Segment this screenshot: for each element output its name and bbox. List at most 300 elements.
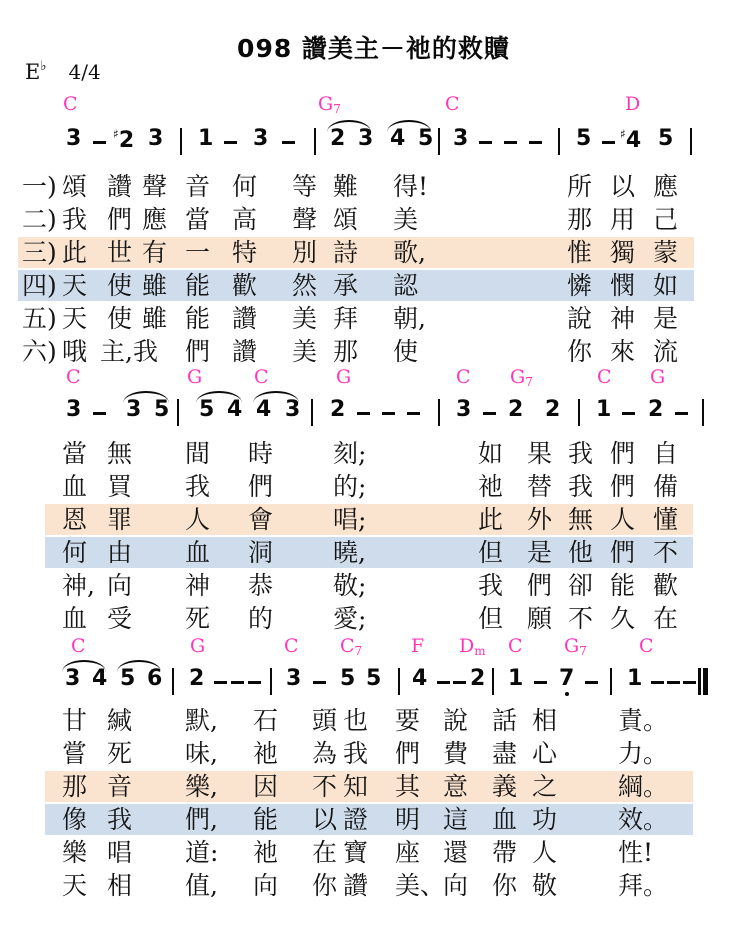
lyric-char: 們 bbox=[610, 538, 636, 567]
note-digit bbox=[92, 668, 107, 690]
lyric-char: 緘 bbox=[107, 706, 133, 735]
lyric-char: 卻 bbox=[568, 571, 594, 600]
lyric-char: 樂 bbox=[62, 838, 88, 867]
chord-root: G bbox=[564, 635, 580, 657]
lyric-char: 憐 bbox=[567, 271, 593, 300]
lyric-char: 但 bbox=[478, 604, 504, 633]
lyric-char: 那 bbox=[567, 205, 593, 234]
lyric-char: 讚 bbox=[232, 337, 258, 366]
final-barline bbox=[698, 668, 708, 695]
lyric-char: 惟 bbox=[567, 238, 593, 267]
chord-label bbox=[187, 366, 202, 388]
note-value: 1 bbox=[627, 666, 643, 691]
note-value: 4 bbox=[256, 397, 272, 422]
duration-dash bbox=[93, 141, 106, 144]
lyric-char: 頌 bbox=[62, 172, 88, 201]
lyric-char: 聲 bbox=[292, 205, 318, 234]
chord-row bbox=[0, 366, 747, 390]
duration-dash bbox=[382, 412, 395, 415]
lyric-char: 音 bbox=[185, 172, 211, 201]
chord-label bbox=[510, 366, 533, 389]
lyric-char: 證 bbox=[343, 805, 369, 834]
lyric-row bbox=[0, 569, 747, 602]
lyric-char: 們 bbox=[107, 205, 133, 234]
lyric-char: 讚 bbox=[232, 304, 258, 333]
notation-row bbox=[0, 661, 747, 699]
note-value: 2 bbox=[648, 397, 664, 422]
lyric-char: 流 bbox=[653, 337, 679, 366]
note-value: 3 bbox=[66, 126, 82, 151]
lyric-char: 別 bbox=[292, 238, 318, 267]
lyric-char: 天 bbox=[62, 271, 88, 300]
chord-root: G bbox=[650, 366, 666, 388]
lyric-char: 有 bbox=[142, 238, 168, 267]
lyric-char: 死 bbox=[185, 604, 211, 633]
note-digit bbox=[620, 128, 641, 152]
lyric-char: 祂 bbox=[478, 472, 504, 501]
duration-dash bbox=[357, 412, 370, 415]
lyric-char: 高 bbox=[232, 205, 258, 234]
notation-row bbox=[0, 392, 747, 430]
lyric-char: 能 bbox=[610, 571, 636, 600]
sharp-icon: ♯ bbox=[113, 127, 119, 141]
lyric-row bbox=[0, 869, 747, 902]
lyric-char: 懂 bbox=[653, 505, 679, 534]
lyric-char: 道: bbox=[185, 838, 219, 867]
note-digit bbox=[330, 399, 345, 421]
barline bbox=[610, 668, 612, 695]
note-value: 3 bbox=[148, 126, 164, 151]
chord-root: D bbox=[625, 93, 641, 115]
note-digit bbox=[253, 128, 268, 150]
lyric-char: 二) bbox=[22, 205, 57, 234]
lyric-char: 天 bbox=[62, 871, 88, 900]
note-value: 2 bbox=[118, 128, 135, 153]
lyric-char: 意 bbox=[443, 772, 469, 801]
lyric-char: 們 bbox=[185, 337, 211, 366]
note-value: 5 bbox=[366, 666, 382, 691]
chord-root: C bbox=[63, 93, 78, 115]
highlight-band bbox=[45, 771, 693, 802]
chord-label bbox=[445, 93, 460, 115]
note-digit bbox=[456, 399, 471, 421]
lyric-char: 洞 bbox=[248, 538, 274, 567]
lyric-char: 能 bbox=[185, 304, 211, 333]
note-value: 3 bbox=[286, 666, 302, 691]
chord-label bbox=[66, 366, 81, 388]
chord-row bbox=[0, 93, 747, 117]
lyric-char: 會 bbox=[248, 505, 274, 534]
note-value: 2 bbox=[545, 397, 561, 422]
lyric-char: 以 bbox=[312, 805, 338, 834]
lyric-char: 備 bbox=[653, 472, 679, 501]
lyric-char: 何 bbox=[232, 172, 258, 201]
lyric-char: 們, bbox=[185, 805, 218, 834]
duration-dash bbox=[651, 681, 664, 684]
lyric-char: 我 bbox=[568, 472, 594, 501]
duration-dash bbox=[282, 141, 295, 144]
chord-label bbox=[459, 635, 486, 658]
chord-root: C bbox=[639, 635, 654, 657]
lyric-char: 願 bbox=[527, 604, 553, 633]
lyric-char: 恭 bbox=[248, 571, 274, 600]
chord-label bbox=[318, 93, 341, 116]
lyric-char: 盡 bbox=[492, 739, 518, 768]
lyric-char: 向 bbox=[253, 871, 279, 900]
note-value: 5 bbox=[199, 397, 215, 422]
lyric-char: 雖 bbox=[142, 271, 168, 300]
lyric-char: 詩 bbox=[333, 238, 359, 267]
note-digit bbox=[340, 668, 355, 690]
lyric-char: 血 bbox=[185, 538, 211, 567]
lyric-row bbox=[0, 437, 747, 470]
duration-dash bbox=[453, 681, 466, 684]
lyric-char: 五) bbox=[22, 304, 57, 333]
chord-label bbox=[456, 366, 471, 388]
lyric-char: 座 bbox=[395, 838, 421, 867]
lyric-char: 恩 bbox=[62, 505, 88, 534]
lyric-char: 不 bbox=[653, 538, 679, 567]
barline bbox=[311, 399, 313, 426]
note-digit bbox=[65, 668, 80, 690]
lyric-char: 罪 bbox=[107, 505, 133, 534]
chord-label bbox=[650, 366, 665, 388]
lyric-char: 寶 bbox=[343, 838, 369, 867]
sharp-icon: ♯ bbox=[620, 127, 626, 141]
lyric-char: 樂, bbox=[185, 772, 218, 801]
lyric-char: 哦 bbox=[62, 337, 88, 366]
lyric-char: 難 bbox=[333, 172, 359, 201]
lyric-char: 如 bbox=[478, 439, 504, 468]
lyric-char: 替 bbox=[527, 472, 553, 501]
lyric-char: 神 bbox=[185, 571, 211, 600]
lyric-char: 讚 bbox=[107, 172, 133, 201]
lyric-row bbox=[0, 803, 747, 836]
lyric-row bbox=[0, 503, 747, 536]
lyric-char: 人 bbox=[532, 838, 558, 867]
lyric-row bbox=[0, 836, 747, 869]
lyric-char: 神, bbox=[62, 571, 95, 600]
duration-dash bbox=[407, 412, 420, 415]
chord-root: C bbox=[597, 366, 612, 388]
note-value: 6 bbox=[147, 666, 163, 691]
lyric-char: 嘗 bbox=[62, 739, 88, 768]
lyric-char: 你 bbox=[492, 871, 518, 900]
lyric-char: 甘 bbox=[62, 706, 88, 735]
barline bbox=[177, 399, 179, 426]
lyric-char: 此 bbox=[62, 238, 88, 267]
chord-label bbox=[63, 93, 78, 115]
lyric-char: 死 bbox=[107, 739, 133, 768]
lyric-char: 曉, bbox=[333, 538, 366, 567]
lyric-char: 使 bbox=[107, 304, 133, 333]
chord-root: D bbox=[459, 635, 475, 657]
lyric-char: 這 bbox=[443, 805, 469, 834]
lyric-char: 我 bbox=[568, 439, 594, 468]
chord-row bbox=[0, 635, 747, 659]
chord-root: G bbox=[318, 93, 334, 115]
note-digit bbox=[412, 668, 427, 690]
lyric-char: 帶 bbox=[492, 838, 518, 867]
chord-root: G bbox=[190, 635, 206, 657]
lyric-row bbox=[0, 737, 747, 770]
lyric-char: 能 bbox=[185, 271, 211, 300]
lyric-char: 我 bbox=[478, 571, 504, 600]
lyric-char: 向 bbox=[107, 571, 133, 600]
note-value: 4 bbox=[92, 666, 108, 691]
duration-dash bbox=[602, 141, 615, 144]
note-value: 5 bbox=[418, 126, 434, 151]
note-value: 4 bbox=[625, 128, 642, 153]
chord-suffix: 7 bbox=[333, 102, 341, 116]
lyric-char: 血 bbox=[492, 805, 518, 834]
lyric-char: 歡 bbox=[232, 271, 258, 300]
lyric-char: 美、 bbox=[395, 871, 446, 900]
lyric-char: 在 bbox=[653, 604, 679, 633]
chord-label bbox=[71, 635, 86, 657]
lyric-char: 四) bbox=[22, 271, 57, 300]
duration-dash bbox=[231, 681, 244, 684]
note-value: 2 bbox=[508, 397, 524, 422]
lyric-char: 主, bbox=[100, 337, 133, 366]
note-value: 3 bbox=[66, 397, 82, 422]
lyric-char: 不 bbox=[568, 604, 594, 633]
lyric-char: 們 bbox=[395, 739, 421, 768]
lyric-row bbox=[0, 470, 747, 503]
lyric-char: 那 bbox=[62, 772, 88, 801]
lyric-char: 一 bbox=[185, 238, 211, 267]
lyric-char: 明 bbox=[395, 805, 421, 834]
note-value: 5 bbox=[120, 666, 136, 691]
lyric-char: 們 bbox=[610, 439, 636, 468]
lyric-char: 朝, bbox=[393, 304, 426, 333]
duration-dash bbox=[504, 141, 517, 144]
lyric-row bbox=[0, 602, 747, 635]
chord-suffix: 7 bbox=[579, 644, 587, 658]
time-signature: 4/4 bbox=[68, 60, 101, 84]
note-value: 3 bbox=[126, 397, 142, 422]
lyric-char: 由 bbox=[107, 538, 133, 567]
lyric-char: 使 bbox=[107, 271, 133, 300]
lyric-char: 們 bbox=[248, 472, 274, 501]
lyric-char: 自 bbox=[653, 439, 679, 468]
lyric-char: 敬; bbox=[333, 571, 367, 600]
chord-root: C bbox=[66, 366, 81, 388]
chord-label bbox=[625, 93, 640, 115]
lyric-char: 之 bbox=[532, 772, 558, 801]
lyric-char: 你 bbox=[567, 337, 593, 366]
note-value: 1 bbox=[508, 666, 524, 691]
chord-root: C bbox=[284, 635, 299, 657]
note-digit bbox=[508, 399, 523, 421]
lyric-char: 石 bbox=[253, 706, 279, 735]
lyric-char: 認 bbox=[393, 271, 419, 300]
note-digit bbox=[545, 399, 560, 421]
lyric-char: 聲 bbox=[142, 172, 168, 201]
note-digit bbox=[596, 399, 611, 421]
lyric-char: 唱 bbox=[107, 838, 133, 867]
lyric-char: 因 bbox=[253, 772, 279, 801]
chord-label bbox=[254, 366, 269, 388]
duration-dash bbox=[248, 681, 261, 684]
note-digit bbox=[559, 668, 574, 690]
note-digit bbox=[126, 399, 141, 421]
lyric-char: 為 bbox=[312, 739, 338, 768]
note-digit bbox=[390, 128, 405, 150]
barline bbox=[690, 128, 692, 155]
duration-dash bbox=[214, 681, 227, 684]
lyric-char: 費 bbox=[443, 739, 469, 768]
chord-root: G bbox=[187, 366, 203, 388]
lyric-char: 相 bbox=[107, 871, 133, 900]
chord-root: G bbox=[336, 366, 352, 388]
chord-root: C bbox=[445, 93, 460, 115]
lyric-char: 性! bbox=[618, 838, 654, 867]
lyric-char: 我 bbox=[107, 805, 133, 834]
lyric-char: 間 bbox=[185, 439, 211, 468]
note-digit bbox=[285, 399, 300, 421]
lyric-char: 用 bbox=[610, 205, 636, 234]
note-value: 4 bbox=[412, 666, 428, 691]
lyric-char: 頌 bbox=[333, 205, 359, 234]
barline bbox=[270, 668, 272, 695]
lyric-row bbox=[0, 170, 747, 203]
lyric-char: 如 bbox=[653, 271, 679, 300]
lyric-row bbox=[0, 536, 747, 569]
note-digit bbox=[358, 128, 373, 150]
notation-row bbox=[0, 121, 747, 159]
note-digit bbox=[508, 668, 523, 690]
barline bbox=[172, 668, 174, 695]
barline bbox=[578, 399, 580, 426]
flat-icon: ♭ bbox=[40, 59, 47, 74]
lyric-char: 果 bbox=[527, 439, 553, 468]
lyric-char: 的; bbox=[333, 472, 367, 501]
lyric-char: 雖 bbox=[142, 304, 168, 333]
lyric-char: 責。 bbox=[618, 706, 669, 735]
lyric-char: 相 bbox=[532, 706, 558, 735]
note-digit bbox=[120, 668, 135, 690]
barline bbox=[492, 668, 494, 695]
note-digit bbox=[154, 399, 169, 421]
barline bbox=[558, 128, 560, 155]
chord-label bbox=[411, 635, 424, 657]
lyric-char: 功 bbox=[532, 805, 558, 834]
lyric-char: 六) bbox=[22, 337, 57, 366]
lyric-char: 其 bbox=[395, 772, 421, 801]
lyric-char: 使 bbox=[393, 337, 419, 366]
note-digit bbox=[148, 128, 163, 150]
lyric-char: 說 bbox=[443, 706, 469, 735]
note-digit bbox=[199, 399, 214, 421]
lyric-char: 時 bbox=[248, 439, 274, 468]
lyric-char: 天 bbox=[62, 304, 88, 333]
lyric-char: 們 bbox=[610, 472, 636, 501]
lyric-char: 他 bbox=[568, 538, 594, 567]
note-digit bbox=[113, 128, 134, 152]
lyric-char: 美 bbox=[393, 205, 419, 234]
note-value: 4 bbox=[227, 397, 243, 422]
note-digit bbox=[198, 128, 213, 150]
lyric-char: 能 bbox=[253, 805, 279, 834]
note-digit bbox=[147, 668, 162, 690]
lyric-char: 音 bbox=[107, 772, 133, 801]
lyric-char: 世 bbox=[107, 238, 133, 267]
note-value: 2 bbox=[330, 397, 346, 422]
duration-dash bbox=[224, 141, 237, 144]
chord-label bbox=[597, 366, 612, 388]
note-value: 3 bbox=[456, 397, 472, 422]
lyric-char: 承 bbox=[333, 271, 359, 300]
lyric-char: 我 bbox=[343, 739, 369, 768]
note-value: 5 bbox=[154, 397, 170, 422]
lyric-char: 話 bbox=[492, 706, 518, 735]
lyric-char: 祂 bbox=[253, 739, 279, 768]
lyric-char: 應 bbox=[142, 205, 168, 234]
note-digit bbox=[418, 128, 433, 150]
duration-dash bbox=[529, 141, 542, 144]
lyric-char: 所 bbox=[567, 172, 593, 201]
lyric-char: 拜 bbox=[333, 304, 359, 333]
note-value: 3 bbox=[253, 126, 269, 151]
lyric-char: 那 bbox=[333, 337, 359, 366]
lyric-char: 要 bbox=[395, 706, 421, 735]
lyric-char: 值, bbox=[185, 871, 218, 900]
chord-label bbox=[564, 635, 587, 658]
chord-label bbox=[508, 635, 523, 657]
lyric-char: 美 bbox=[292, 337, 318, 366]
lyric-row bbox=[0, 302, 747, 335]
note-digit bbox=[648, 399, 663, 421]
lyric-char: 美 bbox=[292, 304, 318, 333]
duration-dash bbox=[622, 412, 635, 415]
note-value: 2 bbox=[189, 666, 205, 691]
chord-label bbox=[190, 635, 205, 657]
note-value: 2 bbox=[330, 126, 346, 151]
lyric-char: 獨 bbox=[610, 238, 636, 267]
lyric-char: 一) bbox=[22, 172, 57, 201]
lyric-char: 外 bbox=[527, 505, 553, 534]
lyric-char: 當 bbox=[62, 439, 88, 468]
low-octave-dot bbox=[565, 692, 569, 696]
lyric-char: 神 bbox=[610, 304, 636, 333]
lyric-char: 此 bbox=[478, 505, 504, 534]
note-value: 5 bbox=[658, 126, 674, 151]
note-digit bbox=[286, 668, 301, 690]
lyric-char: 讚 bbox=[343, 871, 369, 900]
lyric-char: 憫 bbox=[610, 271, 636, 300]
duration-dash bbox=[313, 681, 326, 684]
lyric-char: 默, bbox=[185, 706, 218, 735]
lyric-row bbox=[0, 770, 747, 803]
note-digit bbox=[453, 128, 468, 150]
chord-root: C bbox=[508, 635, 523, 657]
note-value: 1 bbox=[596, 397, 612, 422]
note-digit bbox=[658, 128, 673, 150]
duration-dash bbox=[585, 681, 598, 684]
barline bbox=[438, 128, 440, 155]
duration-dash bbox=[675, 412, 688, 415]
barline bbox=[398, 668, 400, 695]
duration-dash bbox=[479, 141, 492, 144]
lyric-char: 味, bbox=[185, 739, 218, 768]
lyric-char: 的 bbox=[248, 604, 274, 633]
lyric-char: 歡 bbox=[653, 571, 679, 600]
lyric-char: 特 bbox=[232, 238, 258, 267]
note-value: 3 bbox=[358, 126, 374, 151]
duration-dash bbox=[683, 681, 696, 684]
lyric-char: 來 bbox=[610, 337, 636, 366]
